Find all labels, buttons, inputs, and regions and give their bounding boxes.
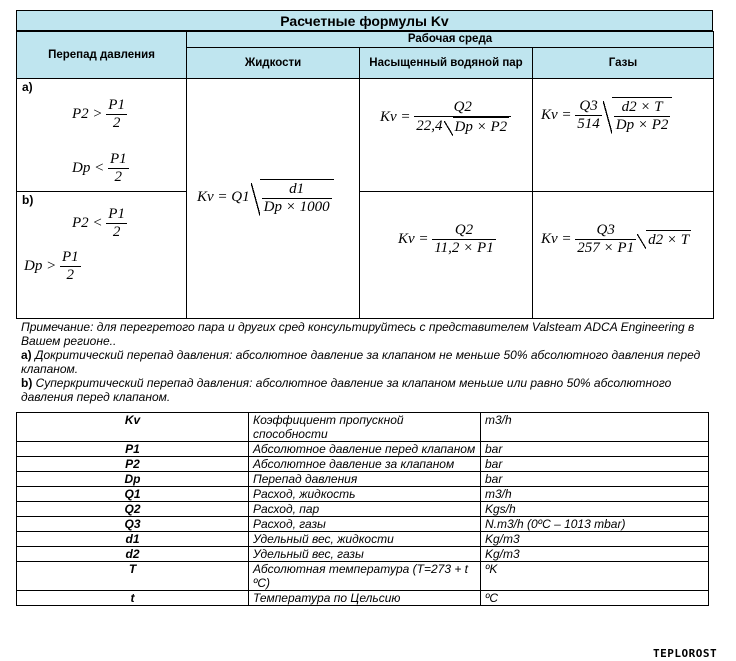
table-row: d2 Удельный вес, газы Kg/m3 xyxy=(17,547,709,562)
case-b-condition-1: P2 < $\frac{P1}{2}$ xyxy=(72,206,125,240)
note-a: а) Докритический перепад давления: абсолютное давление за клапаном не меньше 50% абсолютного давления перед клапаном. xyxy=(21,348,701,376)
liquid-formula-cell xyxy=(187,79,360,319)
table-row: Kv Коэффициент пропускной способности m3/h xyxy=(17,413,709,442)
case-a-label: a) xyxy=(22,80,33,94)
table-row: Q1 Расход, жидкость m3/h xyxy=(17,487,709,502)
case-a-condition-2: Dp < $\frac{P1}{2}$ xyxy=(72,151,127,185)
legend-table xyxy=(16,412,709,606)
case-b-steam-formula: Kv = $\frac{Q2}{11,2 \times P1}$ xyxy=(398,222,494,256)
table-row: Q2 Расход, пар Kgs/h xyxy=(17,502,709,517)
table-row: T Абсолютная температура (T=273 + t ºC) ºK xyxy=(17,562,709,591)
notes xyxy=(21,320,721,404)
header-liquids: Жидкости xyxy=(187,48,360,79)
case-b-steam-cell xyxy=(360,192,533,319)
header-saturated-steam: Насыщенный водяной пар xyxy=(360,48,533,79)
note-b: b) Суперкритический перепад давления: абсолютное давление за клапаном меньше или равно 50% абсолютного давления перед клапаном. xyxy=(21,376,672,404)
case-a-gas-cell xyxy=(533,79,714,192)
note-general: Примечание: для перегретого пара и других сред консультируйтесь с представителем Valsteam ADCA Engineering в Вашем регионе.. xyxy=(21,320,695,348)
case-a-steam-cell xyxy=(360,79,533,192)
case-a-conditions xyxy=(17,79,187,192)
case-b-gas-formula: Kv = $\frac{Q3}{257 \times P1}$ d2 × T xyxy=(541,222,690,256)
formula-table xyxy=(16,31,714,319)
case-a-steam-formula: Kv = $\frac{Q2}{22,4 Dp \times P2}$ xyxy=(380,99,511,136)
header-working-medium: Рабочая среда xyxy=(187,32,714,48)
case-b-label: b) xyxy=(22,193,34,207)
case-a-condition-1: P2 > $\frac{P1}{2}$ xyxy=(72,97,125,131)
watermark: TEPLOROST xyxy=(653,647,718,660)
table-row: Q3 Расход, газы N.m3/h (0ºC – 1013 mbar) xyxy=(17,517,709,532)
case-a-gas-formula: Kv = $\frac{Q3}{514}$ $\frac{d2 \times T}{Dp \times P2}$ xyxy=(541,97,672,134)
liquid-formula: Kv = Q1 $\frac{d1}{Dp \times 1000}$ xyxy=(197,179,334,216)
header-pressure-drop: Перепад давления xyxy=(17,32,187,79)
case-b-condition-2: Dp > $\frac{P1}{2}$ xyxy=(24,249,79,283)
table-title: Расчетные формулы Kv xyxy=(16,10,713,31)
table-row: d1 Удельный вес, жидкости Kg/m3 xyxy=(17,532,709,547)
case-b-gas-cell xyxy=(533,192,714,319)
table-row: P1 Абсолютное давление перед клапаном bar xyxy=(17,442,709,457)
table-row: t Температура по Цельсию ºC xyxy=(17,591,709,606)
header-gases: Газы xyxy=(533,48,714,79)
table-row: Dp Перепад давления bar xyxy=(17,472,709,487)
table-row: P2 Абсолютное давление за клапаном bar xyxy=(17,457,709,472)
case-b-conditions xyxy=(17,192,187,319)
